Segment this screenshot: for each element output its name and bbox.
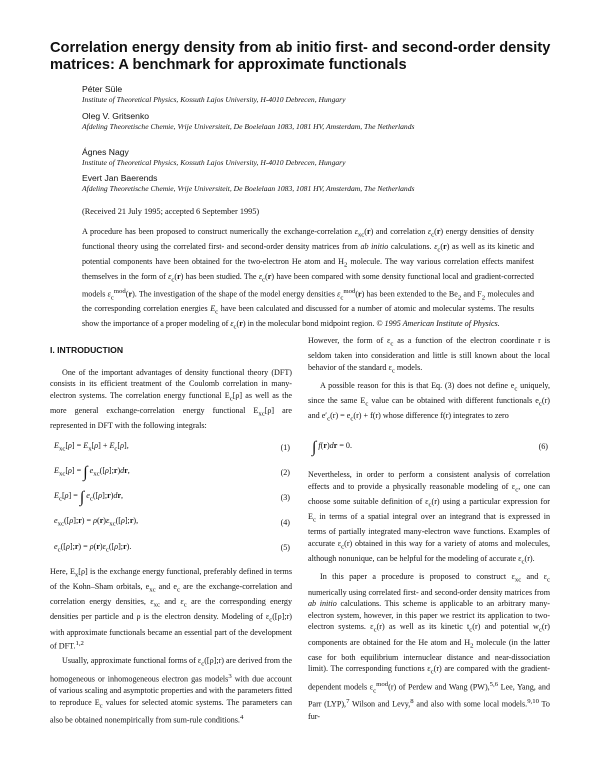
equation-4: $e_{xc}([\rho];r)$ = $\rho(r)\varepsilon_{xc}([\rho];r)$, (4)	[54, 516, 290, 528]
author-affiliation: Afdeling Theoretische Chemie, Vrije Universiteit, De Boelelaan 1083, 1081 HV, Amsterdam, The Netherlands	[82, 122, 415, 131]
paragraph: Here, $E_x[\rho]$ is the exchange energy functional, preferably defined in terms of the Kohn–Sham orbitals, $e_{xc}$ and $e_c$ are the exchange-correlation and correlation energy densities, $\varepsilon_{xc}$ and $\varepsilon_c$ are the corresponding energy densities per particle and ρ is the electron density. Modeling of $\varepsilon_c([\rho];r)$ with approximate functionals became an essential part of the development of DFT.$^{1,2}$	[50, 566, 293, 651]
author-name: Ágnes Nagy	[82, 147, 129, 157]
paragraph: Nevertheless, in order to perform a consistent analysis of correlation effects and to provide a physically reasonable modeling of $\varepsilon_c$, one can choose some suitable definition of $\varepsilon_c(r)$ using a particular expression for $E_c$ in terms of a spatial integral over an integrand that is expressed in terms of partially integrated many-electron wave functions. Examples of accurate $\varepsilon_c(r)$ obtained in this way for a variety of atoms and molecules, although nonunique, can be helpful for the modeling of accurate $\varepsilon_c(r)$.	[308, 470, 551, 566]
paragraph: One of the important advantages of density functional theory (DFT) consists in its efficient treatment of the Coulomb correlation in many-electron systems. The correlation energy functional $E_c[\rho]$ as well as the more general exchange-correlation energy functional $E_{xc}[\rho]$ are represented in DFT with the following integrals:	[50, 367, 292, 431]
left-column	[50, 345, 292, 729]
section-heading: I. INTRODUCTION	[50, 345, 124, 355]
abstract: A procedure has been proposed to construct numerically the exchange-correlation $\varepsilon_{xc}(r)$ and correlation $\varepsilon_c(r)$ energy densities of density functional theory using the correlated first- and second-order density matrices from ab initio calculations. $\varepsilon_c(r)$ as well as its kinetic and potential components have been obtained for the two-electron He atom and $H_2$ molecule. The way various correlation effects manifest themselves in the form of $\varepsilon_c(r)$ has been studied. The $\varepsilon_c(r)$ have been compared with some density functional local and gradient-corrected models $\varepsilon_c^{mod}(r)$. The investigation of the shape of the model energy densities $\varepsilon_c^{mod}(r)$ has been extended to the $Be_2$ and $F_2$ molecules and the corresponding correlation energies $E_c$ have been calculated and discussed for a number of atomic and molecular systems. The results show the importance of a proper modeling of $\varepsilon_c(r)$ in the molecular bond midpoint region. © 1995 American Institute of Physics.	[82, 227, 534, 331]
author-name: Oleg V. Gritsenko	[82, 111, 150, 121]
paragraph: In this paper a procedure is proposed to construct $\varepsilon_{xc}$ and $\varepsilon_c$ numerically using correlated first- and second-order density matrices from ab initio calculations. This scheme is applicable to an arbitrary many-electron system, however, in this paper we restrict its application to two-electron systems. $\varepsilon_c(r)$ as well as its kinetic $t_c(r)$ and potential $w_c(r)$ components are obtained for the He atom and $H_2$ molecule (in the latter case for both equilibrium internuclear distance and near-dissociation limit). The corresponding functions $\varepsilon_c(r)$ are compared with the gradient-dependent models $\varepsilon_c^{mod}(r)$ of Perdew and Wang (PW),$^{5,6}$ Lee, Yang, and Parr (LYP),$^7$ Wilson and Levy,$^8$ and also with some local models.$^{9,10}$ To fur-	[308, 572, 551, 721]
author-name: Evert Jan Baerends	[82, 173, 158, 183]
equation-1: $E_{xc}[\rho] = E_x[\rho] + E_c[\rho]$, (1)	[54, 440, 290, 453]
equation-2: $E_{xc}[\rho]$ = ∫ $e_{xc}([\rho];r)dr$, (2)	[54, 463, 290, 481]
author-affiliation: Institute of Theoretical Physics, Kossuth Lajos University, H-4010 Debrecen, Hungary	[82, 158, 346, 167]
paragraph: A possible reason for this is that Eq. (3) does not define $e_c$ uniquely, since the same $E_c$ value can be obtained with different functionals $e_c(r)$ and $e'_c(r) = e_c(r) + f(r)$ whose difference f(r) integrates to zero	[308, 381, 550, 424]
paragraph: Usually, approximate functional forms of $\varepsilon_c([\rho];r)$ are derived from the homogeneous or inhomogeneous electron gas models$^3$ with due account of various scaling and asymptotic properties and with the parameters fitted to reproduce $E_c$ values for selected atomic systems. The parameters can also be obtained nonempirically from sum-rule conditions.$^4$	[50, 656, 292, 725]
equation-6: ∫ f(r)dr = 0. (6)	[312, 438, 548, 456]
author-affiliation: Institute of Theoretical Physics, Kossuth Lajos University, H-4010 Debrecen, Hungary	[82, 95, 346, 104]
paragraph: However, the form of $\varepsilon_c$ as a function of the electron coordinate r is seldom taken into consideration and little is still known about the local behavior of the standard $\varepsilon_c$ models.	[308, 336, 551, 375]
equation-3: $E_c[\rho]$ = ∫ $e_c([\rho];r)dr$, (3)	[54, 489, 290, 507]
author-affiliation: Afdeling Theoretische Chemie, Vrije Universiteit, De Boelelaan 1083, 1081 HV, Amsterdam, The Netherlands	[82, 184, 415, 193]
paper-title: Correlation energy density from ab initio first- and second-order density matrices: A benchmark for approximate functionals	[50, 40, 551, 73]
equation-5: $e_c([\rho];r)$ = $\rho(r)\varepsilon_c([\rho];r)$. (5)	[54, 541, 290, 554]
right-column	[308, 335, 550, 725]
author-name: Péter Süle	[82, 84, 123, 94]
received-dates: (Received 21 July 1995; accepted 6 September 1995)	[82, 207, 260, 216]
